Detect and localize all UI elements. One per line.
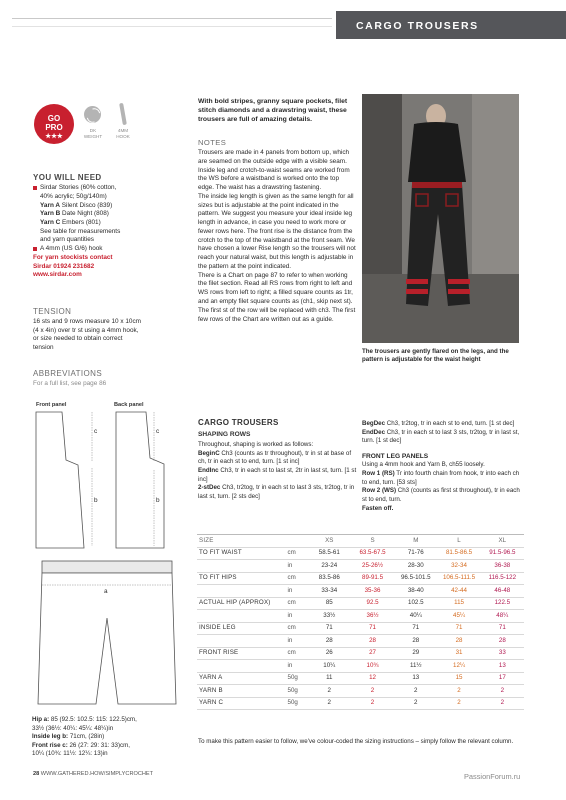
size-value: 12 <box>351 672 394 685</box>
size-value: 71 <box>481 622 524 635</box>
size-value: 29 <box>394 647 437 660</box>
row-label <box>197 560 286 573</box>
stockists-link[interactable]: www.sirdar.com <box>33 271 82 279</box>
size-value: 2 <box>308 697 351 710</box>
unit-cell: 50g <box>286 697 308 710</box>
endinc-row: EndInc Ch3, tr in each st to last st, 2tr in last st, turn. [1 st inc] <box>198 467 357 483</box>
shaping-rows: Throughout, shaping is worked as follows: BeginC Ch3 (counts as tr throughout), tr in st at base of ch, tr in each st to end, turn. [1 st inc] EndInc Ch3, tr in each st to last st, 2tr in last st, turn. [1 st inc] 2-stDec Ch3, tr2tog, tr in each st to last 3 sts, tr2tog, tr in last st, turn. [2 sts dec] <box>198 441 357 501</box>
dim-label-c-back: c <box>156 428 160 435</box>
size-value: 28 <box>394 635 437 648</box>
unit-cell: in <box>286 560 308 573</box>
unit-cell: cm <box>286 547 308 560</box>
size-value: 71 <box>437 622 480 635</box>
column-header: XS <box>308 535 351 548</box>
front-leg-heading: FRONT LEG PANELS <box>362 453 429 461</box>
table-row <box>197 685 524 698</box>
footer-url[interactable]: WWW.GATHERED.HOW/SIMPLYCROCHET <box>39 771 154 777</box>
intro-text: With bold stripes, granny square pockets, filet stitch diamonds and a drawstring waist, these trousers are full of amazing details. <box>198 98 348 124</box>
size-value: 42-44 <box>437 585 480 598</box>
size-value: 2 <box>437 685 480 698</box>
size-value: 35-36 <box>351 585 394 598</box>
notes-body: Trousers are made in 4 panels from bottom up, which are seamed on the outside edge with a visible seam. Inside leg and crotch-to-waist seams are worked from the WS before a waistband is worked onto the top edge. The waist has a drawstring fastening. The inside leg length is given as the same length for all sizes but is adjustable at the point indicated in the pattern. We suggest you measure your ideal inside leg length in advance, in case you need to work more or fewer rows here. The front rise is the distance from the crotch to the top of the waistband at the front seam. We have chosen a lower Rise length so the trousers will not reach your natural waist, but this length is adjustable in the pattern at the point indicated. There is a Chart on page 87 to refer to when working the filet section. Read all RS rows from right to left and WS rows from left to right; a filled square counts as 1tr, and an empty filet square counts as (ch1, skip next st). The first st of the row will be replaced with ch3. The first few rows of the Chart are written out as a guide. <box>198 149 356 323</box>
size-value: 10¾ <box>351 660 394 673</box>
size-value: 10¼ <box>308 660 351 673</box>
page-number: 28 <box>33 771 40 777</box>
row1: Row 1 (RS) Tr into fourth chain from hook, tr into each ch to end, turn. [53 sts] <box>362 469 520 486</box>
row-label: ACTUAL HIP (APPROX) <box>197 597 286 610</box>
size-value: 31 <box>437 647 480 660</box>
size-value: 91.5-96.5 <box>481 547 524 560</box>
unit-cell: in <box>286 660 308 673</box>
size-value: 92.5 <box>351 597 394 610</box>
back-panel-label: Back panel <box>114 402 144 408</box>
size-value: 25-26½ <box>351 560 394 573</box>
size-value: 102.5 <box>394 597 437 610</box>
enddec-row: EndDec Ch3, tr in each st to last 3 sts, tr2tog, tr in last st, turn. [1 st dec] <box>362 428 520 445</box>
fasten-off: Fasten off. <box>362 504 394 512</box>
list-item: A 4mm (US G/6) hook <box>33 245 193 254</box>
waistband-outline <box>42 561 172 573</box>
table-row <box>197 647 524 660</box>
table-row <box>197 560 524 573</box>
size-value: 81.5-86.5 <box>437 547 480 560</box>
yarn-b-line: Yarn B Date Night (808) <box>40 210 109 218</box>
size-table <box>197 534 524 710</box>
unit-cell: in <box>286 635 308 648</box>
size-value: 2 <box>481 697 524 710</box>
table-row <box>197 622 524 635</box>
column-header: XL <box>481 535 524 548</box>
size-value: 40¼ <box>394 610 437 623</box>
size-value: 83.5-86 <box>308 572 351 585</box>
dim-label-c-front: c <box>94 428 98 435</box>
front-panel-outline <box>36 412 84 548</box>
size-value: 106.5-111.5 <box>437 572 480 585</box>
table-row <box>197 547 524 560</box>
size-value: 2 <box>481 685 524 698</box>
table-row <box>197 635 524 648</box>
table-row <box>197 697 524 710</box>
size-value: 2 <box>394 697 437 710</box>
yarn-a-line: Yarn A Silent Disco (839) <box>40 201 113 209</box>
table-note: See table for measurements and yarn quantities <box>40 227 121 244</box>
photo-caption: The trousers are gently flared on the legs, and the pattern is adjustable for the waist height <box>362 348 509 364</box>
row-label: YARN B <box>197 685 286 698</box>
row-label: TO FIT HIPS <box>197 572 286 585</box>
skill-level-go: GO <box>47 114 61 123</box>
table-row <box>197 610 524 623</box>
row-label <box>197 635 286 648</box>
row-label <box>197 610 286 623</box>
size-value: 13 <box>481 660 524 673</box>
size-value: 48¼ <box>481 610 524 623</box>
size-value: 89-91.5 <box>351 572 394 585</box>
tension-text: 16 sts and 9 rows measure 10 x 10cm (4 x 4in) over tr st using a 4mm hook, or size needed to obtain correct tension <box>33 318 141 351</box>
size-value: 71-76 <box>394 547 437 560</box>
size-value: 11 <box>308 672 351 685</box>
size-value: 38-40 <box>394 585 437 598</box>
page-title: CARGO TROUSERS <box>336 11 566 39</box>
size-value: 33½ <box>308 610 351 623</box>
unit-cell: in <box>286 585 308 598</box>
row2: Row 2 (WS) Ch3 (counts as first st throughout), tr in each st to end, turn. <box>362 487 520 503</box>
column-header <box>286 535 308 548</box>
colour-coding-footnote: To make this pattern easier to follow, we've colour-coded the sizing instructions – simply follow the relevant column. <box>198 738 514 745</box>
size-value: 28 <box>481 635 524 648</box>
dim-label-b-front: b <box>94 497 98 504</box>
size-value: 85 <box>308 597 351 610</box>
model-photo <box>362 94 519 343</box>
size-value: 28-30 <box>394 560 437 573</box>
column-header: SIZE <box>197 535 286 548</box>
shaping-heading: SHAPING ROWS <box>198 431 251 438</box>
skill-level-pro: PRO <box>45 122 63 132</box>
row-label <box>197 585 286 598</box>
row-label: TO FIT WAIST <box>197 547 286 560</box>
you-will-need-heading: YOU WILL NEED <box>33 173 102 182</box>
size-value: 27 <box>351 647 394 660</box>
dim-label-a: a <box>104 588 108 595</box>
table-header-row <box>197 535 524 548</box>
unit-cell: cm <box>286 572 308 585</box>
row-label: YARN A <box>197 672 286 685</box>
size-value: 71 <box>308 622 351 635</box>
unit-cell: cm <box>286 647 308 660</box>
unit-cell: 50g <box>286 685 308 698</box>
size-value: 71 <box>394 622 437 635</box>
size-value: 26 <box>308 647 351 660</box>
measurements-summary: Hip a: 85 (92.5: 102.5: 115: 122.5)cm, 33½ (36½: 40¼: 45¼: 48¼)in Inside leg b: 71cm, (28in) Front rise c: 26 (27: 29: 31: 33)cm, 10¼ (10¾: 11½: 12¼: 13)in <box>32 716 137 758</box>
size-value: 28 <box>308 635 351 648</box>
stockists-info: For yarn stockists contact Sirdar 01924 231682 www.sirdar.com <box>33 254 193 280</box>
list-item: Sirdar Stories (60% cotton, 40% acrylic; 50g/140m) <box>33 184 193 201</box>
twostdec-row: 2-stDec Ch3, tr2tog, tr in each st to last 3 sts, tr2tog, tr in last st, turn. [2 sts dec] <box>198 484 355 501</box>
notes-heading: NOTES <box>198 138 227 147</box>
size-value: 28 <box>351 635 394 648</box>
front-panel-label: Front panel <box>36 402 67 408</box>
size-value: 33 <box>481 647 524 660</box>
size-value: 122.5 <box>481 597 524 610</box>
size-value: 2 <box>351 697 394 710</box>
size-value: 116.5-122 <box>481 572 524 585</box>
hook-size-label: 4MM HOOK <box>116 128 130 139</box>
column-header: M <box>394 535 437 548</box>
unit-cell: cm <box>286 597 308 610</box>
size-value: 2 <box>437 697 480 710</box>
size-value: 2 <box>351 685 394 698</box>
table-row <box>197 660 524 673</box>
size-value: 17 <box>481 672 524 685</box>
size-value: 71 <box>351 622 394 635</box>
unit-cell: cm <box>286 622 308 635</box>
table-row <box>197 672 524 685</box>
table-row <box>197 597 524 610</box>
dim-label-b-back: b <box>156 497 160 504</box>
size-value: 115 <box>437 597 480 610</box>
row-label: FRONT RISE <box>197 647 286 660</box>
column-header: L <box>437 535 480 548</box>
beginc-row: BeginC Ch3 (counts as tr throughout), tr in st at base of ch, tr in each st to end, turn. [1 st inc] <box>198 449 352 466</box>
watermark: PassionForum.ru <box>464 772 521 781</box>
size-value: 33-34 <box>308 585 351 598</box>
size-value: 23-24 <box>308 560 351 573</box>
size-value: 12¼ <box>437 660 480 673</box>
skill-level-stars-icon: ★★★ <box>45 132 63 140</box>
unit-cell: in <box>286 610 308 623</box>
photo-illustration <box>362 94 519 343</box>
size-value: 28 <box>437 635 480 648</box>
column-header: S <box>351 535 394 548</box>
unit-cell: 50g <box>286 672 308 685</box>
yarn-weight-label: DK WEIGHT <box>83 128 103 139</box>
tension-heading: TENSION <box>33 307 72 316</box>
size-value: 36½ <box>351 610 394 623</box>
size-value: 96.5-101.5 <box>394 572 437 585</box>
table-row <box>197 585 524 598</box>
cargo-heading: CARGO TROUSERS <box>198 418 279 427</box>
row-label: YARN C <box>197 697 286 710</box>
size-value: 63.5-67.5 <box>351 547 394 560</box>
size-value: 32-34 <box>437 560 480 573</box>
begdec-row: BegDec Ch3, tr2tog, tr in each st to end, turn. [1 st dec] <box>362 420 515 427</box>
size-value: 13 <box>394 672 437 685</box>
size-value: 46-48 <box>481 585 524 598</box>
abbreviations-heading: ABBREVIATIONS <box>33 369 103 378</box>
table-row <box>197 572 524 585</box>
row-label <box>197 660 286 673</box>
page-footer <box>33 771 153 779</box>
size-value: 11½ <box>394 660 437 673</box>
size-value: 45¼ <box>437 610 480 623</box>
right-column: BegDec Ch3, tr2tog, tr in each st to end, turn. [1 st dec] EndDec Ch3, tr in each st to last 3 sts, tr2tog, tr in last st, turn. [1 st dec] FRONT LEG PANELS Using a 4mm hook and Yarn B, ch55 loosely. Row 1 (RS) Tr into fourth chain from hook, tr into each ch to end, turn. [53 sts] Row 2 (WS) Ch3 (counts as first st throughout), tr in each st to end, turn. Fasten off. <box>362 420 522 513</box>
abbreviations-note: For a full list, see page 86 <box>33 380 107 387</box>
size-value: 15 <box>437 672 480 685</box>
size-value: 2 <box>308 685 351 698</box>
size-value: 36-38 <box>481 560 524 573</box>
size-value: 2 <box>394 685 437 698</box>
yarn-c-line: Yarn C Embers (801) <box>40 219 101 227</box>
size-value: 58.5-61 <box>308 547 351 560</box>
row-label: INSIDE LEG <box>197 622 286 635</box>
